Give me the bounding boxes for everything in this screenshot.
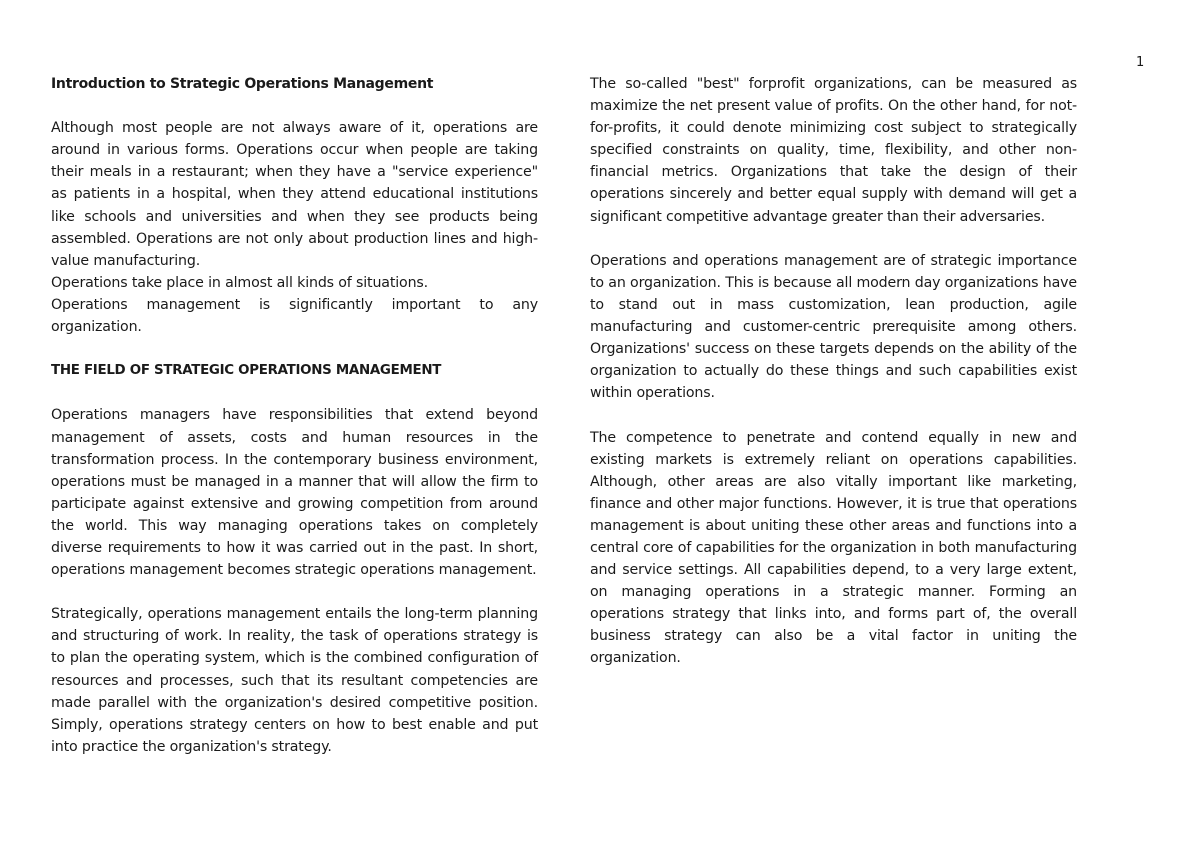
- intro-paragraph-2: Operations take place in almost all kinds of situations.: [51, 274, 429, 291]
- left-column: [51, 73, 538, 758]
- intro-paragraph-3: Operations management is significantly important to any organization.: [51, 296, 538, 336]
- field-paragraph-2: Strategically, operations management entails the long-term planning and structuring of work. In reality, the task of operations strategy is to plan the operating system, which is the combined configuration of resources and processes, such that its resultant competencies are made parallel with the organization's desired competitive position. Simply, operations strategy centers on how to best enable and put into practice the organization's strategy.: [51, 606, 538, 755]
- right-paragraph-1: The so-called "best" forprofit organizations, can be measured as maximize the net present value of profits. On the other hand, for not-for-profits, it could denote minimizing cost subject to strategically specified constraints on quality, time, flexibility, and other non-financial metrics. Organizations that take the design of their operations sincerely and better equal supply with demand will get a significant competitive advantage greater than their adversaries.: [590, 76, 1077, 225]
- page-number: 1: [1136, 55, 1145, 70]
- right-paragraph-2: Operations and operations management are of strategic importance to an organization. This is because all modern day organizations have to stand out in mass customization, lean production, agile manufacturing and customer-centric prerequisite among others. Organizations' success on these targets depends on the ability of the organization to actually do these things and such capabilities exist within operations.: [590, 252, 1077, 402]
- right-paragraph-3: The competence to penetrate and contend equally in new and existing markets is extremely reliant on operations capabilities. Although, other areas are also vitally important like marketing, finance and other major functions. However, it is true that operations management is about uniting these other areas and functions into a central core of capabilities for the organization in both manufacturing and service settings. All capabilities depend, to a very large extent, on managing operations in a strategic manner. Forming an operations strategy that links into, and forms part of, the overall business strategy can also be a vital factor in uniting the organization.: [590, 429, 1077, 667]
- section-heading: THE FIELD OF STRATEGIC OPERATIONS MANAGEMENT: [51, 363, 442, 379]
- field-paragraph-1: Operations managers have responsibilities that extend beyond management of assets, costs and human resources in the transformation process. In the contemporary business environment, operations must be managed in a manner that will allow the firm to participate against extensive and growing competition from around the world. This way managing operations takes on completely diverse requirements to how it was carried out in the past. In short, operations management becomes strategic operations management.: [51, 407, 538, 579]
- document-title: Introduction to Strategic Operations Management: [51, 76, 434, 92]
- intro-paragraph-1: Although most people are not always aware of it, operations are around in various forms. Operations occur when people are taking their meals in a restaurant; when they have a "service experience" as patients in a hospital, when they attend educational institutions like schools and universities and when they see products being assembled. Operations are not only about production lines and high-value manufacturing.: [51, 120, 538, 269]
- right-column: [590, 73, 1077, 670]
